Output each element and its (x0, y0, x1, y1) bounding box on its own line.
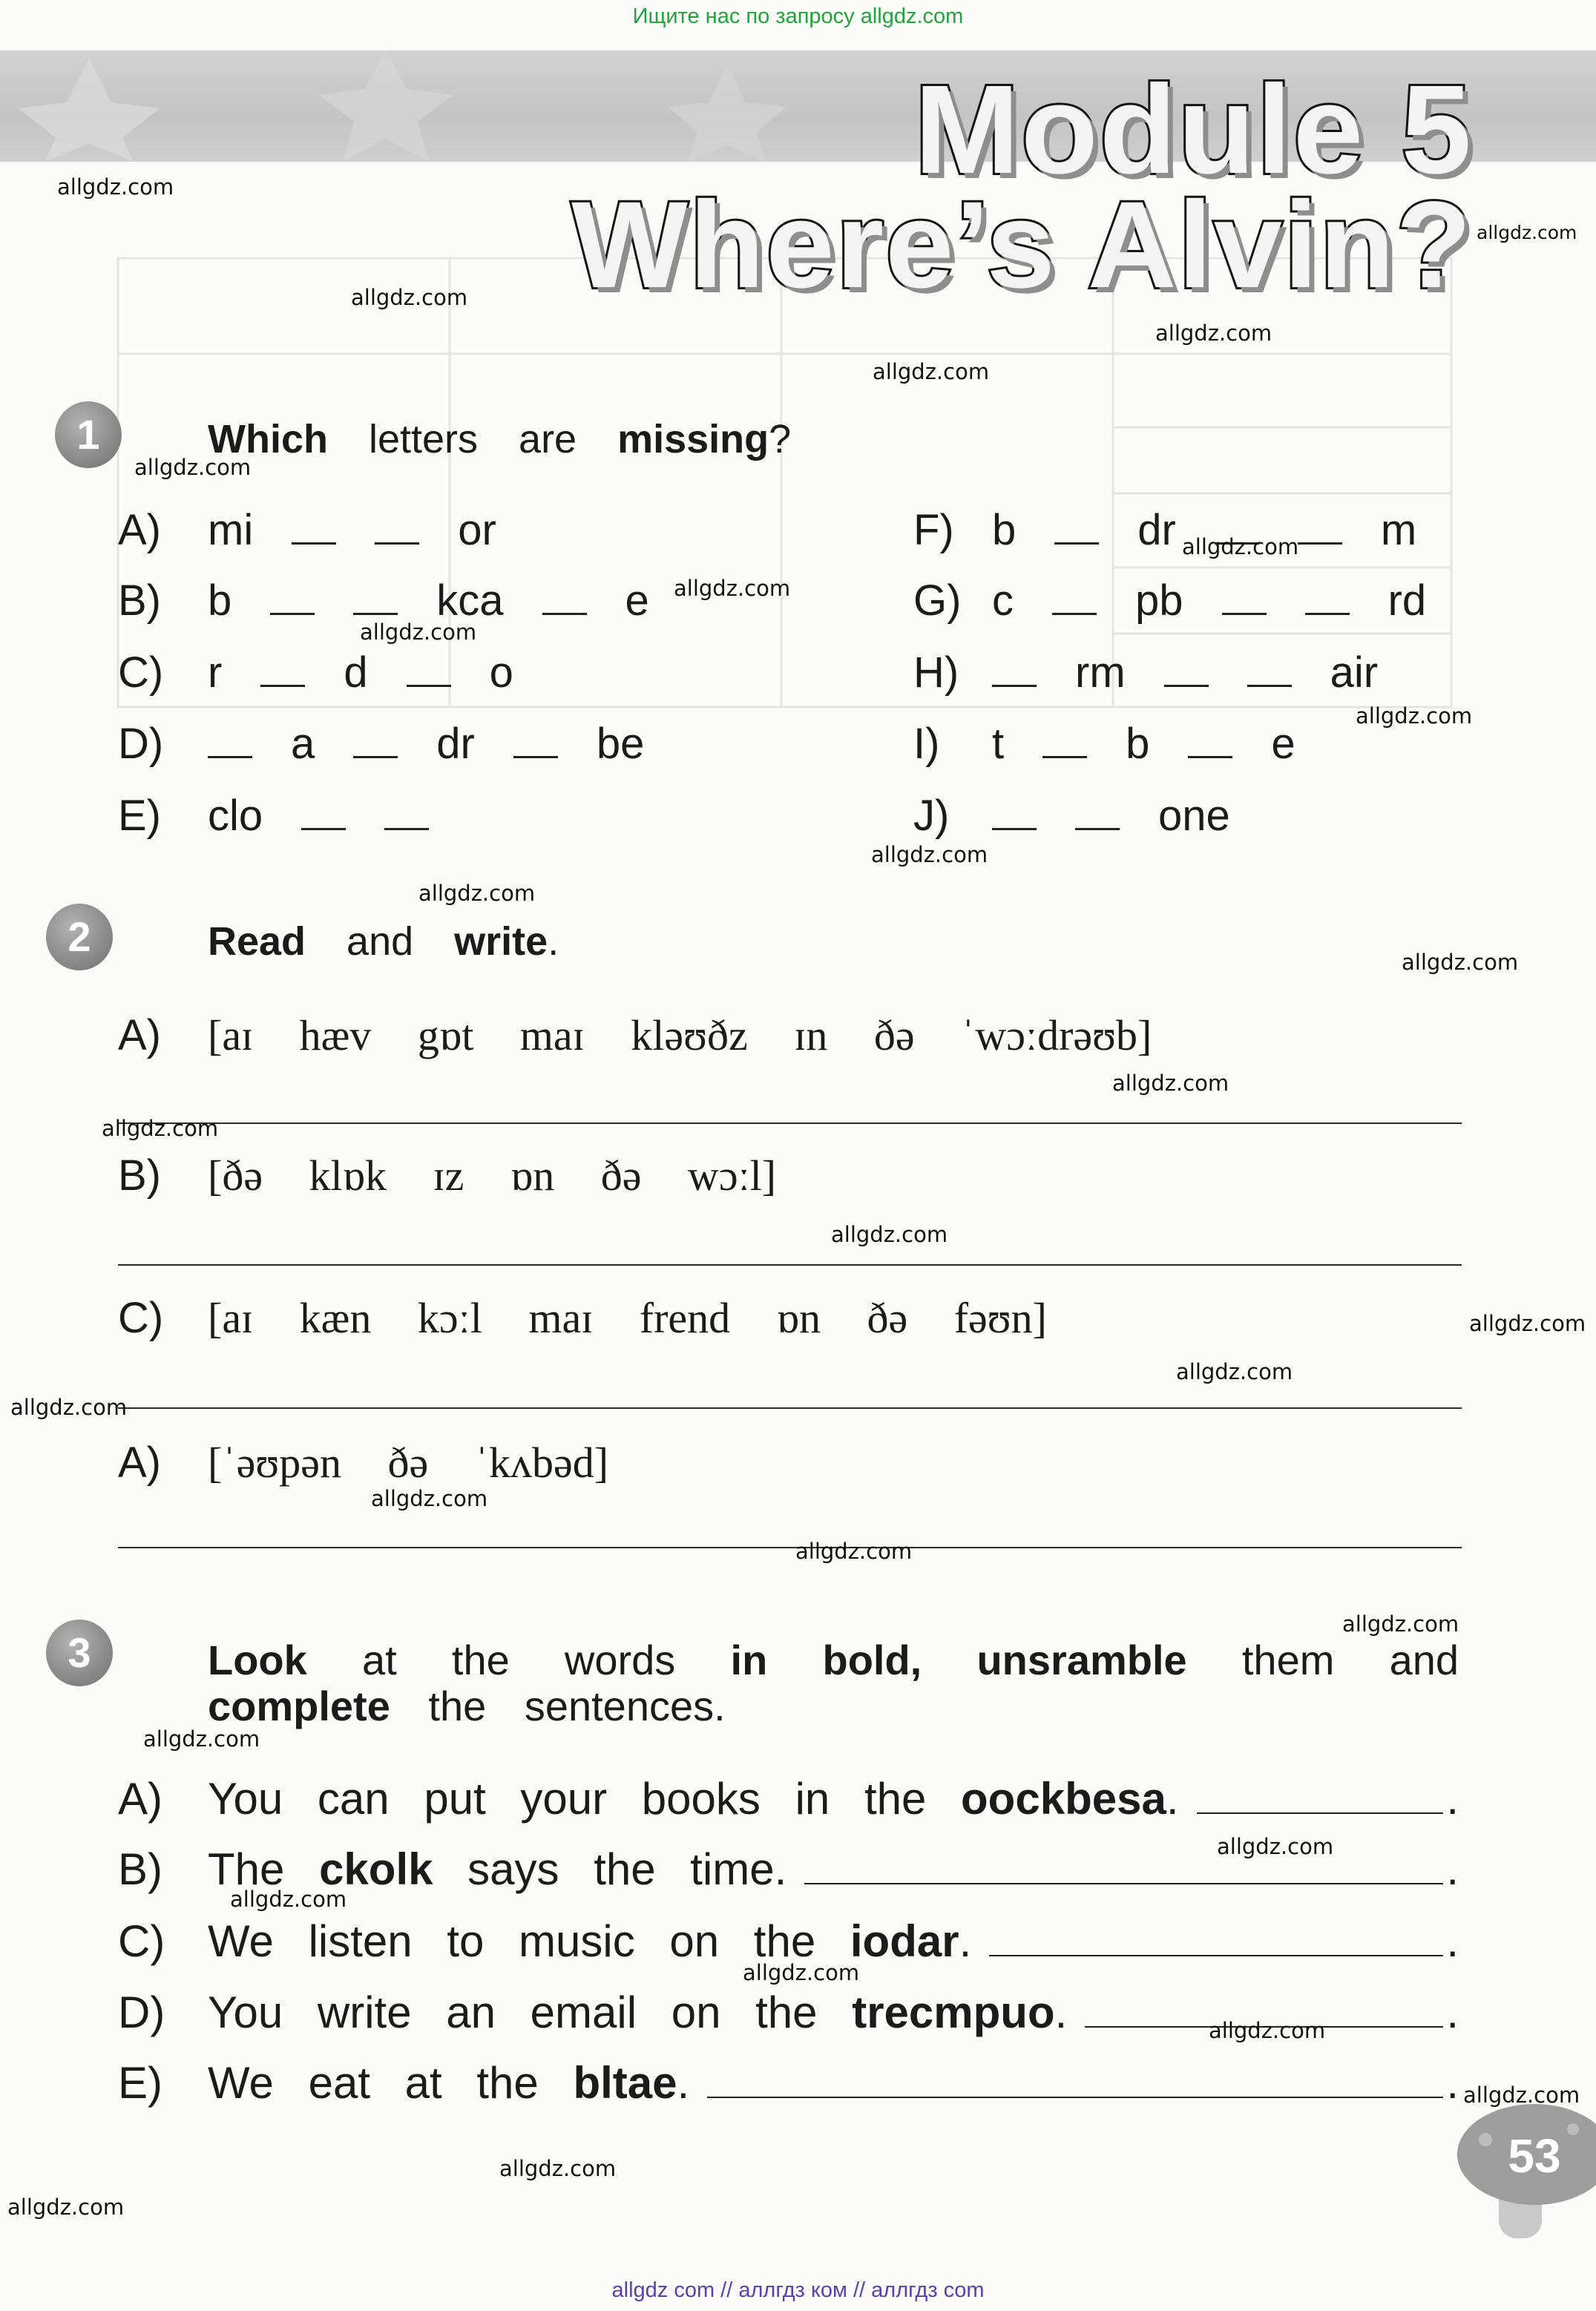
watermark: allgdz.com (1342, 1611, 1459, 1637)
missing-letter-blank (353, 756, 398, 758)
missing-letter-blank (1247, 685, 1292, 687)
exercise-item (913, 501, 1416, 560)
missing-letter-blank (292, 542, 336, 545)
word-fragment: air (1330, 648, 1379, 697)
item-label: A) (118, 1774, 162, 1824)
bold-text: trecmpuo (852, 1988, 1055, 2037)
watermark: allgdz.com (1182, 534, 1299, 559)
answer-line (707, 2097, 1443, 2098)
missing-letter-blank (1188, 756, 1232, 758)
plain-text: and (306, 919, 455, 964)
item-label: D) (118, 720, 164, 768)
missing-letter-blank (353, 613, 398, 615)
answer-line (118, 1407, 1462, 1409)
watermark: allgdz.com (1356, 703, 1473, 729)
phonetic-transcription: [aɪ hæv gɒt maɪ kləʊðz ɪn ðə ˈwɔːdrəʊb] (208, 1011, 1152, 1059)
watermark: allgdz.com (743, 1960, 860, 1985)
item-word (208, 501, 496, 560)
plain-text: You can put your books in the (208, 1774, 962, 1824)
exercise-instruction-line-1 (208, 1637, 1459, 1683)
unit-title: Where’s Alvin? (571, 177, 1473, 314)
module-title: Module 5 (914, 59, 1473, 200)
phonetic-item (118, 1433, 608, 1493)
word-fragment: be (596, 720, 645, 768)
answer-line (1197, 1812, 1444, 1814)
watermark: allgdz.com (134, 455, 252, 480)
bold-text: oockbesa (961, 1774, 1166, 1824)
item-label: A) (118, 1439, 161, 1487)
plain-text: . (677, 2058, 690, 2108)
scrambled-sentence (208, 1983, 1067, 2042)
watermark: allgdz.com (102, 1116, 219, 1141)
watermark: allgdz.com (1176, 1359, 1293, 1384)
watermark: allgdz.com (351, 285, 468, 310)
word-fragment: mi (208, 506, 254, 554)
missing-letter-blank (384, 828, 429, 830)
item-word (992, 571, 1426, 631)
exercise-item (913, 786, 1230, 846)
word-fragment: r (208, 648, 223, 697)
word-fragment: pb (1135, 576, 1183, 625)
missing-letter-blank (375, 542, 419, 545)
word-fragment: kca (436, 576, 504, 625)
watermark: allgdz.com (143, 1726, 260, 1752)
watermark: allgdz.com (831, 1222, 948, 1247)
word-fragment: clo (208, 792, 263, 840)
watermark: allgdz.com (1469, 1311, 1586, 1336)
answer-line (804, 1883, 1443, 1884)
word-fragment: d (344, 648, 368, 697)
word-fragment: c (992, 576, 1014, 625)
word-fragment: dr (436, 720, 475, 768)
watermark: allgdz.com (873, 359, 990, 384)
watermark: allgdz.com (795, 1539, 913, 1564)
word-fragment: m (1380, 506, 1417, 554)
plain-text: letters are (327, 417, 618, 461)
word-fragment: rd (1388, 576, 1427, 625)
word-fragment: dr (1137, 506, 1176, 554)
item-word (992, 714, 1295, 774)
item-label: B) (118, 576, 161, 625)
item-label: I) (913, 720, 940, 768)
phonetic-item (118, 1146, 776, 1206)
watermark: allgdz.com (1112, 1071, 1229, 1096)
answer-line (118, 1122, 1462, 1124)
scrambled-sentence (208, 1769, 1179, 1829)
watermark: allgdz.com (418, 881, 536, 906)
answer-line (118, 1264, 1462, 1266)
page-number-badge (1447, 2094, 1596, 2264)
plain-text (767, 1637, 822, 1683)
missing-letter-blank (1164, 685, 1209, 687)
missing-letter-blank (260, 685, 305, 687)
word-fragment: one (1158, 792, 1230, 840)
exercise-item (913, 571, 1426, 631)
bold-text: in (730, 1637, 768, 1683)
missing-letter-blank (1298, 542, 1342, 545)
exercise-item (913, 714, 1295, 774)
plain-text: We listen to music on the (208, 1916, 850, 1966)
exercise-item (913, 643, 1378, 703)
item-word (208, 643, 513, 703)
scrambled-sentence (208, 2054, 689, 2113)
exercise-instruction (208, 410, 791, 469)
word-fragment: b (1126, 720, 1150, 768)
item-label: J) (913, 792, 950, 840)
missing-letter-blank (992, 828, 1037, 830)
plain-text (922, 1637, 976, 1683)
word-fragment: b (992, 506, 1017, 554)
sentence-item (118, 1769, 1459, 1829)
missing-letter-blank (992, 685, 1037, 687)
word-fragment: e (1271, 720, 1295, 768)
plain-text: We eat at the (208, 2058, 574, 2108)
sentence-end-period: . (1446, 1774, 1459, 1824)
missing-letter-blank (1305, 613, 1350, 615)
plain-text: the sentences. (390, 1683, 726, 1729)
exercise-instruction (208, 912, 559, 971)
item-word (208, 714, 644, 774)
watermark: allgdz.com (7, 2195, 125, 2220)
item-label: B) (118, 1151, 161, 1200)
missing-letter-blank (270, 613, 315, 615)
answer-line (989, 1955, 1443, 1956)
missing-letter-blank (1042, 756, 1087, 758)
watermark: allgdz.com (10, 1395, 128, 1420)
plain-text: . (959, 1916, 972, 1966)
item-word (992, 786, 1230, 846)
plain-text: says the time. (433, 1844, 787, 1894)
item-word (208, 786, 429, 846)
bold-text: bold, (822, 1637, 922, 1683)
item-label: F) (913, 506, 954, 554)
item-label: G) (913, 576, 962, 625)
item-label: B) (118, 1844, 162, 1894)
missing-letter-blank (542, 613, 587, 615)
plain-text: at the words (306, 1637, 731, 1683)
item-label: A) (118, 506, 161, 554)
word-fragment: e (625, 576, 649, 625)
exercise-item (118, 643, 513, 703)
watermark: allgdz.com (371, 1486, 488, 1511)
sentence-item (118, 2054, 1459, 2113)
phonetic-transcription: [ðə klɒk ɪz ɒn ðə wɔːl] (208, 1151, 777, 1200)
watermark: allgdz.com (360, 619, 477, 645)
missing-letter-blank (1052, 613, 1097, 615)
sentence-end-period: . (1446, 1844, 1459, 1894)
item-word (992, 643, 1378, 703)
bold-text: Look (208, 1637, 307, 1683)
missing-letter-blank (1075, 828, 1120, 830)
exercise-item (118, 786, 429, 846)
watermark: allgdz.com (871, 842, 988, 867)
bold-text: missing (617, 417, 769, 461)
item-label: C) (118, 1916, 165, 1966)
exercise-item (118, 714, 644, 774)
missing-letter-blank (513, 756, 558, 758)
word-fragment: o (489, 648, 513, 697)
missing-letter-blank (1222, 613, 1267, 615)
bold-text: bltae (573, 2058, 677, 2108)
plain-text: The (208, 1844, 320, 1894)
plain-text: . (1054, 1988, 1068, 2037)
bold-text: Which (208, 417, 328, 461)
bold-text: write (454, 919, 548, 964)
plain-text: . (548, 919, 559, 964)
item-label: E) (118, 792, 161, 840)
watermark: allgdz.com (674, 576, 791, 601)
answer-line (118, 1547, 1462, 1548)
missing-letter-blank (301, 828, 346, 830)
bold-text: Read (208, 919, 306, 964)
exercise-item (118, 501, 496, 560)
exercise-number-badge: 2 (46, 904, 113, 970)
missing-letter-blank (407, 685, 451, 687)
phonetic-transcription: [ˈəʊpən ðə ˈkʌbəd] (208, 1439, 609, 1487)
missing-letter-blank (208, 756, 252, 758)
watermark: allgdz.com (1209, 2018, 1326, 2043)
watermark: allgdz.com (1463, 2082, 1580, 2108)
site-footer: allgdz com // аллгдз ком // аллгдз com (611, 2278, 985, 2302)
watermark: allgdz.com (1477, 222, 1577, 243)
missing-letter-blank (1054, 542, 1099, 545)
item-label: E) (118, 2058, 162, 2108)
watermark: allgdz.com (57, 174, 174, 200)
sentence-end-period: . (1446, 1916, 1459, 1966)
item-label: A) (118, 1011, 161, 1059)
word-fragment: a (291, 720, 315, 768)
plain-text: them and (1186, 1637, 1459, 1683)
watermark: allgdz.com (1402, 950, 1519, 975)
page-number: 53 (1508, 2129, 1561, 2183)
bold-text: unsramble (976, 1637, 1187, 1683)
bold-text: complete (208, 1683, 390, 1729)
word-fragment: t (992, 720, 1005, 768)
sentence-end-period: . (1446, 2058, 1459, 2108)
phonetic-item (118, 1289, 1047, 1348)
plain-text: You write an email on the (208, 1988, 853, 2037)
bold-text: iodar (850, 1916, 959, 1966)
watermark: allgdz.com (1155, 320, 1272, 346)
item-label: H) (913, 648, 959, 697)
site-banner: Ищите нас по запросу allgdz.com (632, 4, 964, 28)
phonetic-transcription: [aɪ kæn kɔːl maɪ frend ɒn ðə fəʊn] (208, 1294, 1047, 1342)
exercise-number-badge: 3 (46, 1620, 113, 1686)
plain-text: ? (769, 417, 792, 461)
word-fragment: b (208, 576, 232, 625)
plain-text: . (1166, 1774, 1179, 1824)
item-label: D) (118, 1988, 165, 2037)
watermark: allgdz.com (499, 2156, 617, 2181)
phonetic-item (118, 1006, 1152, 1065)
item-label: C) (118, 648, 164, 697)
word-fragment: rm (1075, 648, 1126, 697)
word-fragment: or (458, 506, 496, 554)
bold-text: ckolk (319, 1844, 433, 1894)
item-label: C) (118, 1294, 164, 1342)
watermark: allgdz.com (1217, 1834, 1334, 1859)
exercise-instruction-line-2 (208, 1683, 1459, 1729)
watermark: allgdz.com (230, 1887, 347, 1912)
exercise-number-badge: 1 (55, 401, 122, 468)
sentence-end-period: . (1446, 1988, 1459, 2037)
